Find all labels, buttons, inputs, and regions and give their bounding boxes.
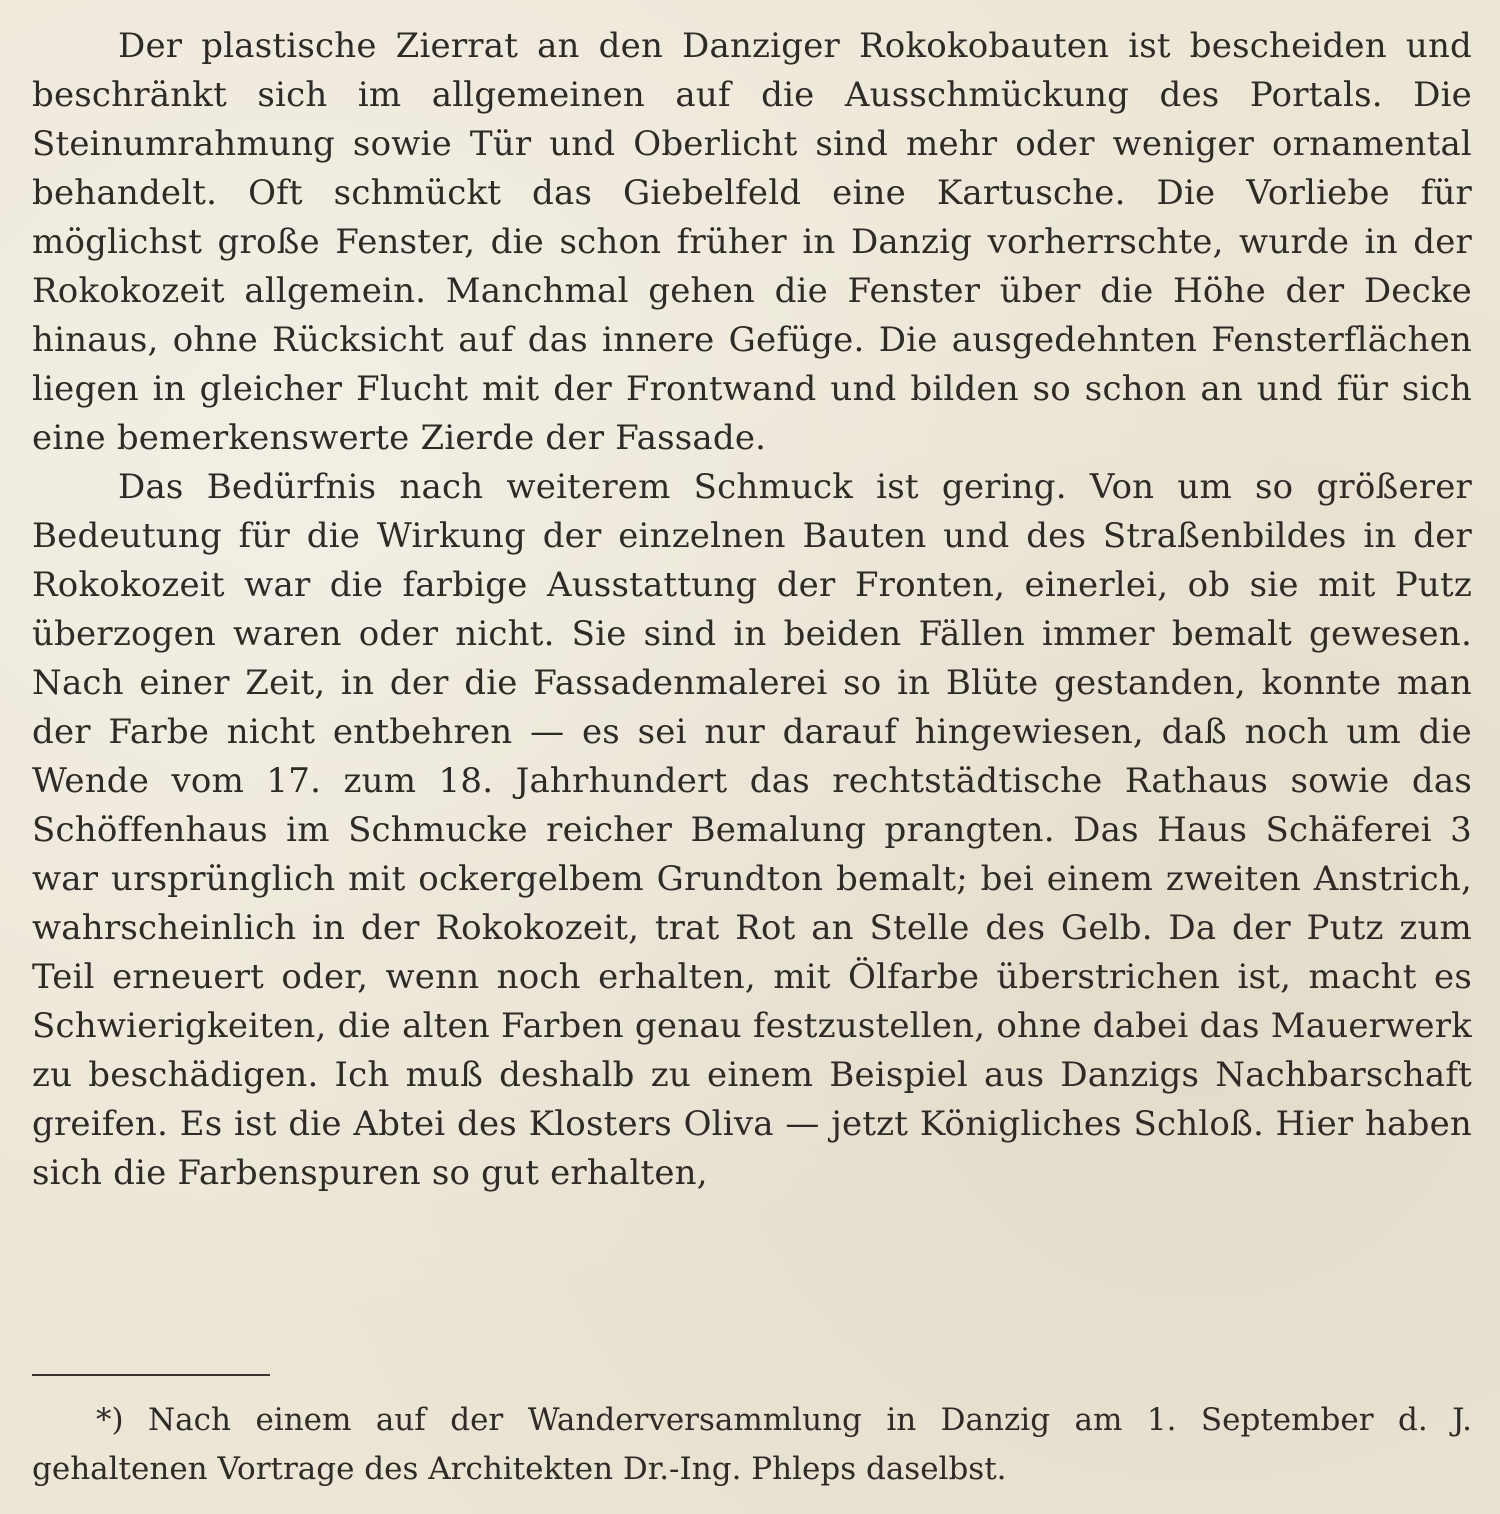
footnote-divider [32,1374,270,1376]
paragraph-1: Der plastische Zierrat an den Danziger Rokokobauten ist bescheiden und beschränkt sich im allgemeinen auf die Ausschmückung des Portals. Die Steinumrahmung sowie Tür und Oberlicht sind mehr oder weniger ornamental behandelt. Oft schmückt das Giebelfeld eine Kartusche. Die Vorliebe für möglichst große Fenster, die schon früher in Danzig vorherrschte, wurde in der Rokokozeit allgemein. Manchmal gehen die Fenster über die Höhe der Decke hinaus, ohne Rücksicht auf das innere Gefüge. Die ausgedehnten Fensterflächen liegen in gleicher Flucht mit der Frontwand und bilden so schon an und für sich eine bemerkenswerte Zierde der Fassade. [32,26,1472,458]
paragraph-2: Das Bedürfnis nach weiterem Schmuck ist gering. Von um so größerer Bedeutung für die Wirkung der einzelnen Bauten und des Straßenbildes in der Rokokozeit war die farbige Ausstattung der Fronten, einerlei, ob sie mit Putz überzogen waren oder nicht. Sie sind in beiden Fällen immer bemalt gewesen. Nach einer Zeit, in der die Fassadenmalerei so in Blüte gestanden, konnte man der Farbe nicht entbehren — es sei nur darauf hingewiesen, daß noch um die Wende vom 17. zum 18. Jahrhundert das rechtstädtische Rathaus sowie das Schöffenhaus im Schmucke reicher Bemalung prangten. Das Haus Schäferei 3 war ursprünglich mit ockergelbem Grundton bemalt; bei einem zweiten Anstrich, wahrscheinlich in der Rokokozeit, trat Rot an Stelle des Gelb. Da der Putz zum Teil erneuert oder, wenn noch erhalten, mit Ölfarbe überstrichen ist, macht es Schwierigkeiten, die alten Farben genau festzustellen, ohne dabei das Mauerwerk zu beschädigen. Ich muß deshalb zu einem Beispiel aus Danzigs Nachbarschaft greifen. Es ist die Abtei des Klosters Oliva — jetzt Königliches Schloß. Hier haben sich die Farbenspuren so gut erhalten, [32,467,1472,1193]
footnote: *) Nach einem auf der Wanderversammlung in Danzig am 1. September d. J. gehaltenen Vortrage des Architekten Dr.-Ing. Phleps daselbst. [32,1402,1472,1487]
body-text [32,22,1472,1198]
